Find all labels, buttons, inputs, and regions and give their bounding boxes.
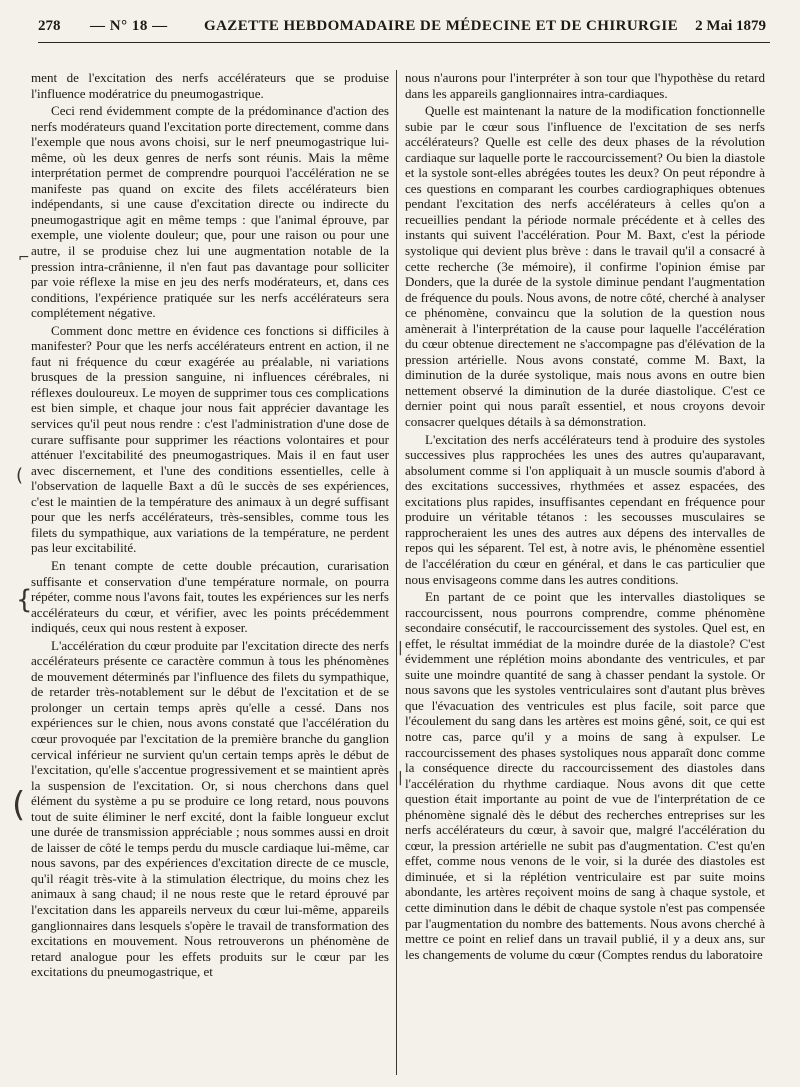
column-divider [396, 70, 397, 1075]
paragraph: L'accélération du cœur produite par l'excitation directe des nerfs accélérateurs présente ce caractère commun à tous les phénomènes de mouvement déterminés par l'influence des filets du sympathique, de retarder très-notablement sur le début de l'excitation et de se prolonger un certain temps après qu'elle a cessé. Dans nos expériences sur le chien, nous avons constaté que l'accélération du cœur provoquée par l'excitation de la première branche du ganglion cervical inférieur ne survient qu'un certain temps après le début de l'excitation, qu'elle s'accentue progressivement et se maintient après la suspension de l'excitation. Or, si nous cherchons dans quel élément du système a pu se produire ce long retard, nous pouvons tout de suite éliminer le nerf excité, dont la faible longueur exclut une durée de transmission appréciable ; nous sommes aussi en droit de laisser de côté le temps perdu du muscle cardiaque lui-même, car nous savons, par des expériences d'excitation directe de ce muscle, qu'il réagit très-vite à la stimulation électrique, du moins chez les animaux à sang chaud; il ne nous reste que le retard éprouvé par l'excitation dans les appareils nerveux du cœur lui-même, appareils ganglionnaires dans lesquels s'opère le travail de transformation des excitations en mouvement. Nous retrouverons un phénomène de retard analogue pour les effets produits sur le cœur par les excitations du pneumogastrique, et [31, 637, 389, 980]
margin-pencil-mark: ( [16, 465, 24, 486]
paragraph: Comment donc mettre en évidence ces fonctions si difficiles à manifester? Pour que les nerfs accélérateurs entrent en action, il ne faut ni fréquence du cœur exagérée au préalable, ni variations brusques de la pression sanguine, ni influences cérébrales, ni réflexes douloureux. Le moyen de supprimer tous ces complications est bien simple, et chaque jour nous fait apprécier davantage les services qu'il peut nous rendre : c'est l'administration d'une dose de curare suffisante pour supprimer les réactions volontaires et pour atténuer l'excitabilité des pneumogastriques. Mais il en faut user avec discernement, et l'une des conditions essentielles, celle à l'observation de laquelle Baxt a dû le succès de ses expériences, c'est le maintien de la température des animaux à un degré suffisant pour que les nerfs accélérateurs, très-sensibles, comme tous les filets du sympathique, aux variations de la température, ne perdent pas leur excitabilité. [31, 322, 389, 556]
margin-pencil-mark: { [16, 585, 33, 615]
paragraph: nous n'aurons pour l'interpréter à son tour que l'hypothèse du retard dans les appareils ganglionnaires intra-cardiaques. [405, 70, 765, 101]
margin-pencil-mark: ⌐ [18, 250, 30, 266]
margin-pencil-mark: | [398, 640, 403, 656]
journal-title: GAZETTE HEBDOMADAIRE DE MÉDECINE ET DE CHIRURGIE [204, 18, 678, 34]
left-column [31, 70, 389, 1075]
paragraph: L'excitation des nerfs accélérateurs tend à produire des systoles successives plus rapprochées les unes des autres qu'auparavant, absolument comme si l'on appliquait à un muscle soumis d'abord à des excitations successives, rhythmées et assez espacées, des excitations plus rapides, insuffisantes cependant en fréquence pour produire un véritable tétanos : les secousses musculaires se rapprocheraient les unes des autres aux dépens des intervalles de repos qui les séparent. Tel est, à notre avis, le phénomène essentiel de l'accélération du cœur en général, et dans le cas particulier que nous envisageons comme dans les autres conditions. [405, 431, 765, 587]
right-column [405, 70, 765, 1075]
page-number: 278 [38, 18, 61, 34]
paragraph: Quelle est maintenant la nature de la modification fonctionnelle subie par le cœur sous l'influence de l'excitation de ses nerfs accélérateurs? Quelle est celle des deux phases de la révolution cardiaque sur laquelle porte le raccourcissement? Ou bien la diastole et la systole sont-elles abrégées toutes les deux? On peut répondre à ces questions en comparant les courbes cardiographiques obtenues pendant l'excitation des nerfs accélérateurs à celles qu'on a recueillies pendant la période normale précédente et à celles des instants qui suivent l'accélération. Pour M. Baxt, c'est la période systolique qui devient plus brève : dans le travail qu'il a consacré à cette recherche (3e mémoire), il confirme l'opinion émise par Donders, que la durée de la systole diminue pendant l'augmentation de fréquence du pouls. Nous avons, de notre côté, cherché à analyser ce phénomène, convaincu que la solution de la question nous amènerait à l'interprétation de la cause pour laquelle l'accélération du cœur obtenue directement ne s'accompagne pas d'élévation de la pression artérielle. Nous avons constaté, comme M. Baxt, la diminution de la durée systolique, mais nous avons en outre bien nettement observé la diminution de la durée diastolique. C'est ce dernier point qui nous paraît essentiel, et nous croyons devoir consacrer quelques détails à sa démonstration. [405, 103, 765, 430]
paragraph: ment de l'excitation des nerfs accélérateurs que se produise l'influence modératrice du pneumogastrique. [31, 70, 389, 101]
page-header [38, 8, 770, 43]
issue-date: 2 Mai 1879 [695, 18, 766, 34]
margin-pencil-mark: ( [12, 785, 26, 825]
margin-pencil-mark: | [398, 770, 403, 786]
paragraph: Ceci rend évidemment compte de la prédominance d'action des nerfs modérateurs quand l'excitation porte directement, comme dans l'exemple que nous avons choisi, sur le nerf pneumogastrique lui-même, où les deux genres de nerfs sont réunis. Mais la même interprétation permet de comprendre pourquoi l'accélération ne se manifeste pas quand on excite des filets accélérateurs bien indépendants, si une cause d'excitation directe ou indirecte du pneumogastrique agit en même temps : que l'animal éprouve, par exemple, une violente douleur; que, pour une raison ou pour une autre, il se produise chez lui une augmentation notable de la pression intra-crânienne, il n'en faut pas davantage pour solliciter par voie réflexe la mise en jeu des nerfs modérateurs, et, dans ces conditions, l'expérience pratiquée sur les nerfs accélérateurs sera complétement négative. [31, 103, 389, 321]
paragraph: En partant de ce point que les intervalles diastoliques se raccourcissent, nous pourrons comprendre, comme phénomène secondaire consécutif, le raccourcissement des systoles. Quel est, en effet, le résultat immédiat de la moindre durée de la diastole? C'est évidemment une réplétion moins abondante des ventricules, et par suite une moindre quantité de sang à chasser pendant la systole. Or nous savons que les systoles ventriculaires sont d'autant plus brèves que l'évacuation des ventricules est plus facile, soit parce que l'écoulement du sang dans les artères est moins gêné, soit, ce qui est notre cas, parce qu'il y a moins de sang à expulser. Le raccourcissement des phases systoliques nous apparaît donc comme la conséquence directe du raccourcissement des diastoles dans l'accélération du rhythme cardiaque. Nous avons dit que cette question était importante au point de vue de l'interprétation de ce phénomène signalé dès le début des recherches entreprises sur les nerfs accélérateurs du cœur, à savoir que, malgré l'accélération du cœur, la pression artérielle ne subit pas d'augmentation. C'est qu'en effet, comme nous venons de le voir, si la durée des diastoles est diminuée, et si la réplétion ventriculaire est par suite moins abondante, les artères reçoivent moins de sang à chaque systole, et cette diminution dans le débit de chaque systole n'est pas compensée par l'augmentation du nombre des battements. Nous avons cherché à mettre ce point en relief dans un travail publié, il y a deux ans, sur les changements de volume du cœur (Comptes rendus du laboratoire [405, 589, 765, 962]
paragraph: En tenant compte de cette double précaution, curarisation suffisante et conservation d'une température normale, on pourra répéter, comme nous l'avons fait, toutes les expériences sur les nerfs accélérateurs du cœur, et vérifier, avec les points précédemment indiqués, ceux qui nous restent à exposer. [31, 557, 389, 636]
issue-number: — N° 18 — [90, 18, 168, 34]
